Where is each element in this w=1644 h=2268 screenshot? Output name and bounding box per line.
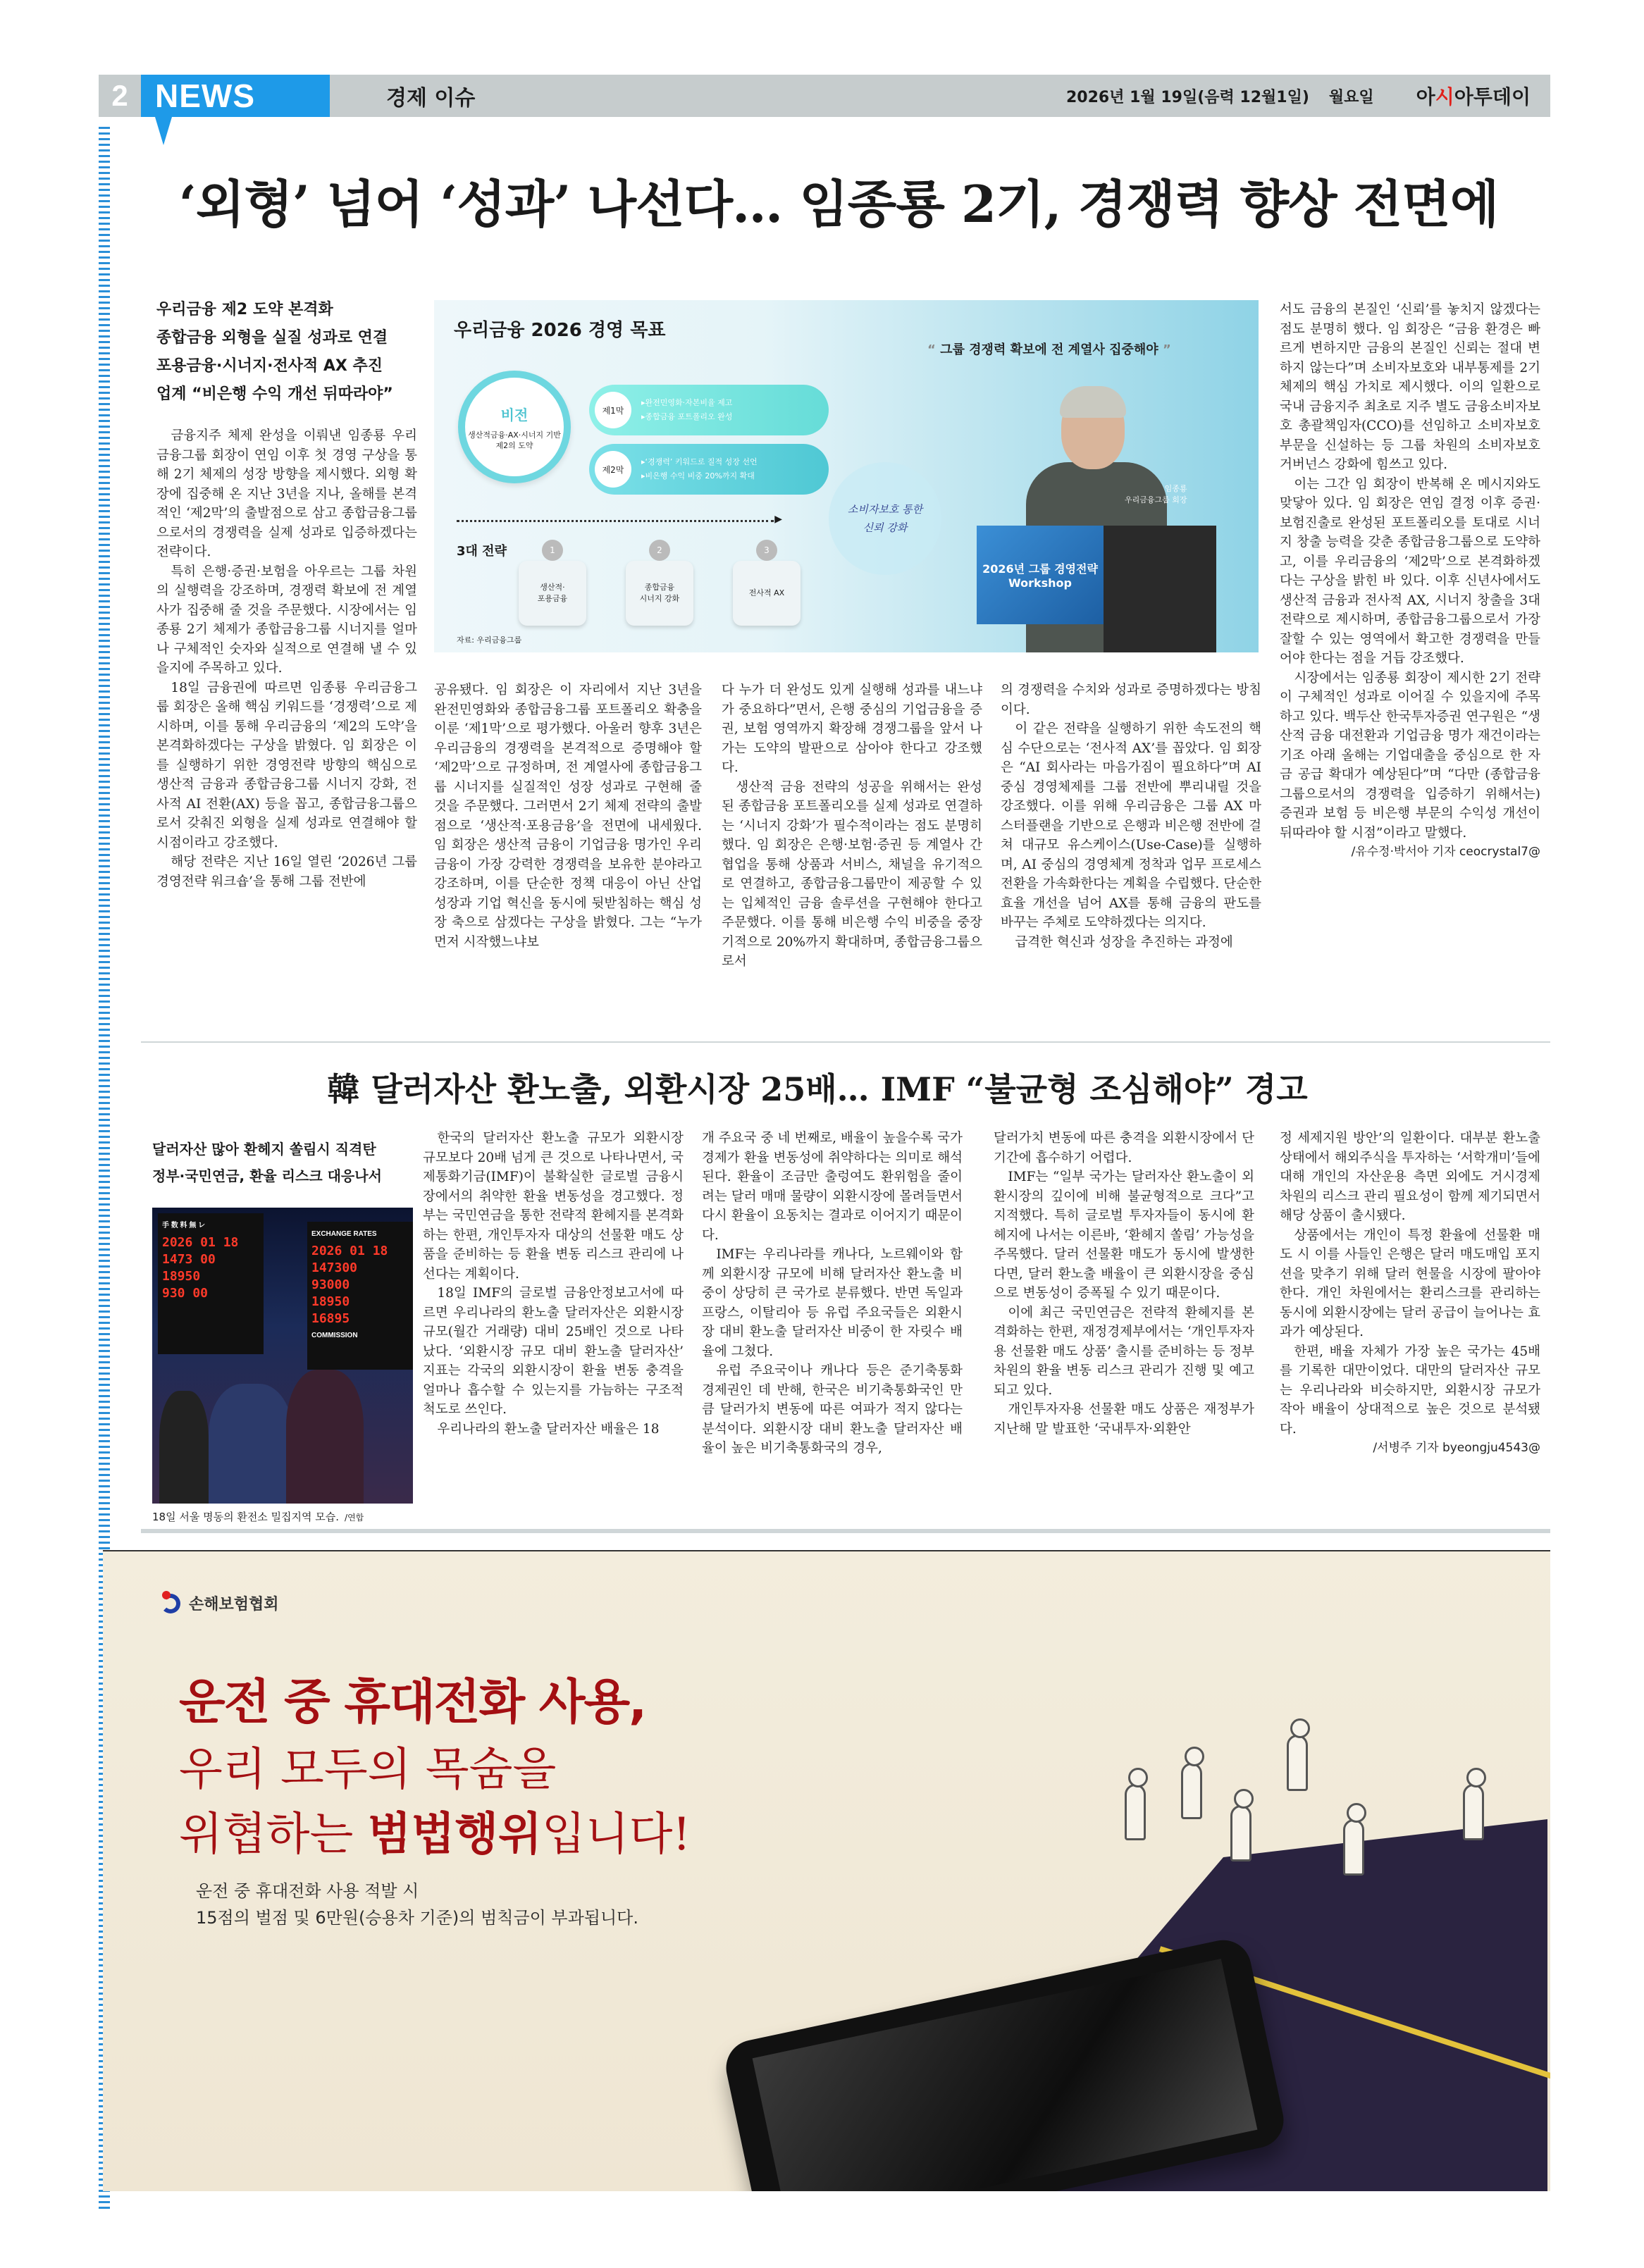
- paragraph: 생산적 금융 전략의 성공을 위해서는 완성된 종합금융 포트폴리오를 실제 성과로 연결하는 ‘시너지 강화’가 필수적이라는 점도 분명히 했다. 임 회장은 은행·보험·증권 등 계열사 간 협업을 통해 상품과 서비스, 채널을 유기적으로 연결하고, 종합금융그룹만이 제공할 수 있는 입체적인 금융 솔루션을 구현해야 한다고 주문했다. 이를 통해 비은행 수익 비중을 중장기적으로 20%까지 확대하며, 종합금융그룹으로서: [722, 779, 982, 969]
- pedestrian-figure-icon: [1343, 1819, 1364, 1876]
- paragraph: 18일 금융권에 따르면 임종룡 우리금융그룹 회장은 올해 핵심 키워드를 ‘경쟁력’으로 제시하며, 이를 통해 우리금융의 ‘제2의 도약’을 본격화하겠다는 구상을 밝혔다. 임 회장은 이를 실행하기 위한 경영전략 방향의 핵심으로 생산적 금융과 종합금융그룹 시너지 강화, 전사적 AI 전환(AX) 등을 꼽고, 종합금융그룹으로서 갖춰진 외형을 실제 성과로 연결해야 할 시점이라고 강조했다.: [156, 680, 417, 850]
- article1-headline: ‘외형’ 넘어 ‘성과’ 나선다… 임종룡 2기, 경쟁력 향상 전면에: [178, 174, 1499, 234]
- handwritten-text: 신뢰 강화: [863, 521, 908, 534]
- paragraph: 개인투자자용 선물환 매도 상품은 재정부가 지난해 말 발표한 ‘국내투자·외환안: [994, 1402, 1254, 1437]
- article1-column-4: [1001, 681, 1261, 952]
- caption-title: 우리금융그룹 회장: [1125, 495, 1187, 504]
- subhead-line: 종합금융 외형을 실질 성과로 연결: [156, 329, 388, 347]
- paragraph: 급격한 혁신과 성장을 추진하는 과정에: [1015, 934, 1233, 950]
- advertisement: [103, 1550, 1550, 2191]
- board-rate: 1473 00: [162, 1252, 216, 1267]
- pedestrian: [159, 1391, 209, 1504]
- strategy-number-pin: 2: [649, 540, 670, 561]
- paragraph: 유럽 주요국이나 캐나다 등은 준기축통화 경제권인 데 반해, 한국은 비기축통화국인 만큼 달러가치 변동에 따른 여파가 적지 않다는 분석이다. 외환시장 대비 환노출 달러자산 배율이 높은 비기축통화국의 경우,: [702, 1363, 963, 1456]
- paragraph: 서도 금융의 본질인 ‘신뢰’를 놓치지 않겠다는 점도 분명히 했다. 임 회장은 “금융 환경은 빠르게 변하지만 금융의 본질인 신뢰는 절대 변하지 않는다”며 소비자보호와 내부통제를 2기 체제의 핵심 가치로 제시했다. 이의 일환으로 국내 금융지주 최초로 지주 별도 금융소비자보호 총괄책임자(CCO)를 선임하고 소비자보호부문을 신설하는 등 그룹 차원의 소비자보호 거버넌스 강화에 힘쓰고 있다.: [1280, 302, 1540, 472]
- strategy-text: 포용금융: [537, 594, 568, 603]
- paragraph: 금융지주 체제 완성을 이뤄낸 임종룡 우리금융그룹 회장이 연임 이후 첫 경영 구상을 통해 2기 체제의 성장 방향을 제시했다. 외형 확장에 집중해 온 지난 3년을 지나, 올해를 본격적인 ‘제2막’의 출발점으로 삼고 종합금융그룹으로서의 경쟁력을 실제 성과로 입증하겠다는 전략이다.: [156, 428, 417, 559]
- article2-column-3: [994, 1129, 1254, 1439]
- strategy-title: 3대 전략: [457, 544, 507, 559]
- exchange-rate-board-right: [307, 1222, 413, 1370]
- subhead-line: 업계 “비은행 수익 개선 뒤따라야”: [156, 385, 393, 403]
- article2-column-2: [702, 1129, 963, 1458]
- pedestrian-figure-icon: [1125, 1784, 1146, 1840]
- issue-date: 2026년 1월 19일(음력 12월1일): [1065, 88, 1309, 106]
- paragraph: 해당 전략은 지난 16일 열린 ‘2026년 그룹 경영전략 워크숍’을 통해 그룹 전반에: [156, 855, 417, 889]
- ad-text-emphasis: 범법행위: [367, 1809, 542, 1861]
- article2-headline: 韓 달러자산 환노출, 외환시장 25배… IMF “불균형 조심해야” 경고: [327, 1070, 1308, 1108]
- strategy-box-3: [733, 545, 801, 626]
- podium-side: [1104, 526, 1216, 652]
- paragraph: 18일 IMF의 글로벌 금융안정보고서에 따르면 우리나라의 환노출 달러자산은 외환시장 규모(월간 거래량) 대비 25배인 것으로 나타났다. ‘외환시장 규모 대비 환노출 달러자산’ 지표는 각국의 외환시장이 환율 변동 충격을 얼마나 흡수할 수 있는지를 가늠하는 구조적 척도로 쓰인다.: [423, 1286, 684, 1417]
- infographic-title: 우리금융 2026 경영 목표: [454, 320, 666, 341]
- masthead-part: 아: [1416, 85, 1435, 109]
- quote-text: 그룹 경쟁력 확보에 전 계열사 집중해야: [940, 342, 1158, 357]
- paragraph: 의 경쟁력을 수치와 성과로 증명하겠다는 방침이다.: [1001, 683, 1261, 717]
- board-rate: 18950: [162, 1269, 201, 1284]
- exchange-office-photo: [152, 1208, 413, 1504]
- strategy-text: 생산적·: [540, 583, 565, 592]
- vision-circle: [458, 371, 571, 483]
- issue-weekday: 월요일: [1328, 88, 1374, 106]
- subhead-line: 정부·국민연금, 환율 리스크 대응나서: [152, 1167, 382, 1184]
- podium-text: Workshop: [1008, 576, 1072, 590]
- board-title: 手 数 料 無 レ: [162, 1222, 206, 1229]
- board-date: 2026 01 18: [311, 1244, 388, 1258]
- ad-headline-line1: 운전 중 휴대전화 사용,: [179, 1675, 646, 1730]
- podium-text: 2026년 그룹 경영전략: [982, 562, 1098, 576]
- article2-byline: /서병주 기자 byeongju4543@: [1373, 1441, 1540, 1455]
- strategy-number-pin: 1: [542, 540, 563, 561]
- article2-subheads: [152, 1136, 462, 1189]
- infographic-2026-goals: [434, 300, 1259, 652]
- act-item: ▸비은행 수익 비중 20%까지 확대: [641, 471, 755, 481]
- act-items: [641, 396, 732, 424]
- vision-text: [468, 430, 561, 451]
- sponsor-name: 손해보험협회: [189, 1596, 279, 1613]
- ad-body-line2: 15점의 벌점 및 6만원(승용차 기준)의 범칙금이 부과됩니다.: [196, 1908, 638, 1928]
- exchange-rate-board-left: [158, 1213, 264, 1354]
- photo-caption: [152, 1509, 434, 1524]
- board-label: COMMISSION: [311, 1332, 358, 1339]
- quote-mark-icon: “: [927, 342, 936, 357]
- paragraph: 정 세제지원 방안’의 일환이다. 대부분 환노출 상태에서 해외주식을 투자하는 ‘서학개미’들에 대해 개인의 자산운용 측면 외에도 거시경제 차원의 리스크 관리 필요성이 함께 제기되면서 해당 상품이 출시됐다.: [1280, 1131, 1540, 1223]
- podium-sign: [977, 526, 1104, 624]
- act-item: ▸종합금융 포트폴리오 완성: [641, 412, 733, 421]
- article1-column-2: [434, 681, 702, 952]
- article1-column-5: [1280, 300, 1540, 862]
- page-number: 2: [99, 75, 141, 117]
- board-title: EXCHANGE RATES: [311, 1230, 377, 1238]
- pedestrian-figure-icon: [1230, 1805, 1251, 1861]
- cracked-screen: [753, 1959, 1258, 2191]
- strategy-box-1: [519, 545, 586, 626]
- board-rate: 18950: [311, 1294, 350, 1309]
- act-badge: 제2막: [595, 451, 631, 488]
- strategy-text: 시너지 강화: [639, 594, 680, 603]
- paragraph: 특히 은행·증권·보험을 아우르는 그룹 차원의 실행력을 강조하며, 경쟁력 확보에 전 계열사가 집중해 줄 것을 주문했다. 시장에서는 임종룡 2기 체제가 종합금융그룹 시너지를 얼마나 구체적인 숫자와 실적으로 연결해 낼 수 있을지에 주목하고 있다.: [156, 564, 417, 676]
- pedestrian: [209, 1384, 293, 1504]
- board-rate: 16895: [311, 1311, 350, 1326]
- article1-column-1: [156, 426, 417, 891]
- vision-text-line: 생산적금융·AX·시너지 기반: [468, 430, 561, 440]
- paragraph: 상품에서는 개인이 특정 환율에 선물환 매도 시 이를 사들인 은행은 달러 매도매입 포지션을 맞추기 위해 달러 현물을 시장에 팔아야 한다. 개인 차원에서는 환리스크를 관리하는 동시에 외환시장에는 달러 공급이 늘어나는 효과가 예상된다.: [1280, 1227, 1540, 1339]
- paragraph: 이에 최근 국민연금은 전략적 환헤지를 본격화하는 한편, 재정경제부에서는 ‘개인투자자용 선물환 매도 상품’ 출시를 준비하는 등 정부 차원의 환율 변동 리스크 관리가 진행 및 예고되고 있다.: [994, 1305, 1254, 1398]
- subhead-line: 달러자산 많아 환헤지 쏠림시 직격탄: [152, 1141, 376, 1158]
- board-rate: 147300: [311, 1260, 358, 1275]
- masthead-part: 아투데이: [1454, 85, 1531, 109]
- pedestrian-figure-icon: [1287, 1735, 1308, 1791]
- paragraph: 달러가치 변동에 따른 충격을 외환시장에서 단기간에 흡수하기 어렵다.: [994, 1131, 1254, 1165]
- strategy-text: 전사적 AX: [748, 588, 785, 597]
- article2-column-1: [423, 1129, 684, 1439]
- strategy-number-pin: 3: [756, 540, 777, 561]
- subhead-line: 포용금융·시너지·전사적 AX 추진: [156, 357, 383, 375]
- act-items: [641, 455, 758, 483]
- masthead-accent: 시: [1435, 85, 1454, 109]
- paragraph: 시장에서는 임종룡 회장이 제시한 2기 전략이 구체적인 성과로 이어질 수 있을지에 주목하고 있다. 백두산 한국투자증권 연구원은 “생산적 금융 대전환과 기업금융 명가 재건이라는 기조 아래 올해는 기업대출을 중심으로 한 자금 공급 확대가 예상된다”며 “다만 (종합금융그룹으로서의 경쟁력을 입증하기 위해서는) 증권과 보험 등 비은행 부문의 수익성 개선이 뒤따라야 할 시점”이라고 말했다.: [1280, 670, 1540, 841]
- pedestrian-figure-icon: [1181, 1763, 1202, 1819]
- caption-name: 임종룡: [1164, 484, 1187, 493]
- ad-text: 위협하는: [179, 1809, 368, 1861]
- infographic-source: 자료: 우리금융그룹: [457, 636, 522, 645]
- speaker-hair: [1060, 386, 1126, 418]
- paragraph: 다 누가 더 완성도 있게 실행해 성과를 내느냐가 중요하다”면서, 은행 중심의 기업금융을 증권, 보험 영역까지 확장해 경쟁그룹을 앞서 나가는 도약의 발판으로 삼아야 한다고 강조했다.: [722, 683, 982, 775]
- broken-phone-illustration: [721, 1935, 1289, 2191]
- ad-headline-line3: [179, 1798, 691, 1863]
- article1-column-3: [722, 681, 982, 972]
- strategy-box-2: [626, 545, 693, 626]
- paragraph: IMF는 우리나라를 캐나다, 노르웨이와 함께 외환시장 규모에 비해 달러자산 환노출 비중이 상당히 큰 국가로 분류했다. 반면 독일과 프랑스, 이탈리아 등 유럽 주요국들은 외환시장 대비 환노출 달러자산 비중이 한 자릿수 배율에 그쳤다.: [702, 1247, 963, 1359]
- handwritten-text: 소비자보호 통한: [847, 503, 923, 516]
- act-item: ▸‘경쟁력’ 키워드로 질적 성장 선언: [641, 457, 758, 466]
- board-rate: 930 00: [162, 1286, 209, 1301]
- sponsor-logo: [161, 1592, 279, 1614]
- photo-credit: /연합: [345, 1513, 364, 1523]
- section-divider: [141, 1529, 1550, 1533]
- section-divider: [141, 1041, 1550, 1043]
- paragraph: 한국의 달러자산 환노출 규모가 외환시장 규모보다 20배 넘게 큰 것으로 나타나면서, 국제통화기금(IMF)이 불확실한 글로벌 금융시장에서의 취약한 환율 변동성을 경고했다. 정부는 국민연금을 통한 전략적 환헤지를 본격화하는 한편, 개인투자자 대상의 선물환 매도 상품을 준비하는 등 환율 변동 리스크 관리에 나선다는 계획이다.: [423, 1131, 684, 1282]
- speaker-photo: [977, 378, 1259, 652]
- section-title: 경제 이슈: [386, 86, 476, 111]
- masthead-logo: [1416, 82, 1531, 110]
- paragraph: 이는 그간 임 회장이 반복해 온 메시지와도 맞닿아 있다. 임 회장은 연임 결정 이후 증권·보험진출로 완성된 포트폴리오를 토대로 시너지 창출 능력을 갖춘 종합금융그룹으로 도약하고, 이를 우리금융의 ‘제2막’으로 본격화하겠다는 구상을 밝힌 바 있다. 이후 신년사에서도 생산적 금융과 전사적 AX, 시너지 창출을 3대 전략으로 제시하며, 종합금융그룹으로서 가장 잘할 수 있는 영역에서 확고한 경쟁력을 만들어야 한다는 점을 거듭 강조했다.: [1280, 476, 1540, 666]
- paragraph: 개 주요국 중 네 번째로, 배율이 높을수록 국가 경제가 환율 변동성에 취약하다는 의미로 해석된다. 환율이 조금만 출렁여도 환위험을 줄이려는 달러 매매 물량이 외환시장에 몰려들면서 다시 환율이 요동치는 결과로 이어지기 때문이다.: [702, 1131, 963, 1243]
- act-2-pill: [589, 444, 829, 495]
- board-date: 2026 01 18: [162, 1235, 239, 1250]
- article1-subheads: [156, 296, 424, 409]
- paragraph: 이 같은 전략을 실행하기 위한 속도전의 핵심 수단으로는 ‘전사적 AX’를 꼽았다. 임 회장은 “AI 회사라는 마음가짐이 필요하다”며 AI 중심 경영체제를 그룹 전반에 뿌리내릴 것을 강조했다. 이를 위해 우리금융은 그룹 AX 마스터플랜을 기반으로 은행과 비은행 전반에 걸쳐 대규모 유스케이스(Use-Case)를 실행하며, AI 중심의 경영체계 정착과 업무 프로세스 전환을 가속화한다는 계획을 수립했다. 단순한 효율 개선을 넘어 AX를 통해 금융의 판도를 바꾸는 주체로 도약하겠다는 의지다.: [1001, 721, 1261, 930]
- ad-headline-line2: 우리 모두의 목숨을: [179, 1744, 557, 1796]
- quote-mark-icon: ”: [1162, 342, 1171, 357]
- caption-text: 18일 서울 명동의 환전소 밀집지역 모습.: [152, 1511, 340, 1523]
- act-1-pill: [589, 385, 829, 435]
- act-item: ▸완전민영화·자본비율 제고: [641, 398, 733, 407]
- paragraph: 한편, 배율 자체가 가장 높은 국가는 45배를 기록한 대만이었다. 대만의 달러자산 규모는 우리나라와 비슷하지만, 외환시장 규모가 작아 배율이 상대적으로 높은 것으로 분석됐다.: [1280, 1344, 1540, 1437]
- handwritten-bubble: [829, 462, 941, 575]
- pedestrian-figure-icon: [1463, 1784, 1484, 1840]
- article2-column-4: [1280, 1129, 1540, 1458]
- board-rate: 93000: [311, 1277, 350, 1292]
- paragraph: IMF는 “일부 국가는 달러자산 환노출이 외환시장의 깊이에 비해 불균형적으로 크다”고 지적했다. 특히 글로벌 투자자들이 동시에 환헤지에 나서는 이른바, ‘환헤지 쏠림’ 가능성을 주목했다. 달러 선물환 매도가 동시에 발생한다면, 달러 환노출 배율이 큰 외환시장을 중심으로 변동성이 증폭될 수 있기 때문이다.: [994, 1170, 1254, 1301]
- act-badge: 제1막: [595, 392, 631, 428]
- pedestrian: [286, 1370, 364, 1504]
- arrow-dotted-line: [457, 520, 774, 522]
- paragraph: 공유됐다. 임 회장은 이 자리에서 지난 3년을 완전민영화와 종합금융그룹 포트폴리오 확충을 이룬 ‘제1막’으로 평가했다. 아울러 향후 3년은 우리금융의 경쟁력을 본격적으로 증명해야 할 ‘제2막’으로 규정하며, 전 계열사에 종합금융그룹 시너지를 실질적인 성장 성과로 구현해 줄 것을 주문했다. 그러면서 2기 체제 전략의 출발점으로 ‘생산적·포용금융’을 전면에 내세웠다. 임 회장은 생산적 금융이 기업금융 명가인 우리금융이 가장 강력한 경쟁력을 보유한 분야라고 강조하며, 이를 단순한 정책 대응이 아닌 산업 성장과 기업 혁신을 동시에 뒷받침하는 핵심 성장 축으로 삼겠다는 구상을 밝혔다. 그는 “누가 먼저 시작했느냐보: [434, 683, 702, 950]
- ad-text: 입니다!: [541, 1809, 691, 1861]
- vision-text-line: 제2의 도약: [495, 440, 533, 450]
- photo-caption: [1125, 483, 1187, 506]
- ad-body-line1: 운전 중 휴대전화 사용 적발 시: [196, 1881, 419, 1901]
- sponsor-emblem-icon: [161, 1594, 180, 1613]
- pull-quote: [927, 340, 1171, 358]
- article1-byline: /유수정·박서아 기자 ceocrystal7@: [1351, 845, 1540, 859]
- subhead-line: 우리금융 제2 도약 본격화: [156, 301, 333, 318]
- paragraph: 우리나라의 환노출 달러자산 배율은 18: [437, 1421, 660, 1437]
- page-header: [99, 75, 1550, 117]
- vision-label: 비전: [500, 406, 529, 423]
- section-tab: NEWS: [141, 75, 330, 117]
- strategy-text: 종합금융: [644, 583, 675, 592]
